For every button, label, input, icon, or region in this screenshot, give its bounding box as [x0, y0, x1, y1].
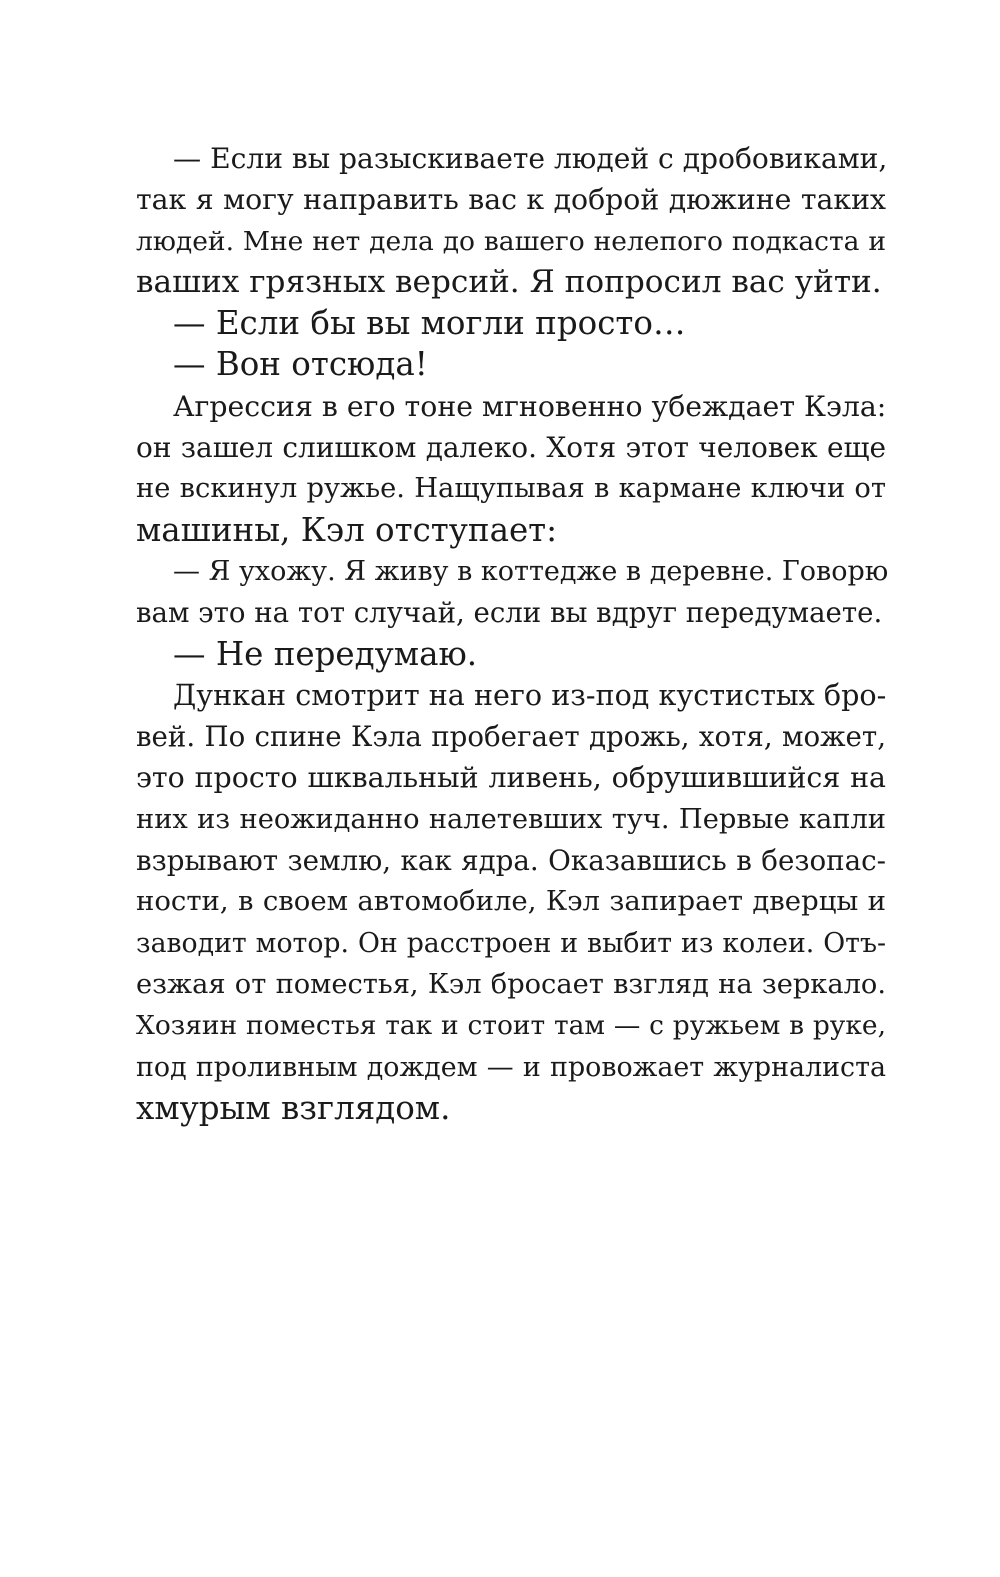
- text-line: людей. Мне нет дела до вашего нелепого подкаста и: [136, 225, 886, 257]
- text-line: — Я ухожу. Я живу в коттедже в деревне. Говорю: [173, 555, 889, 587]
- text-line: он зашел слишком далеко. Хотя этот человек еще: [136, 431, 886, 465]
- text-line: Дункан смотрит на него из-под кустистых бро-: [173, 677, 887, 712]
- text-line: взрывают землю, как ядра. Оказавшись в безопас-: [136, 844, 886, 878]
- text-line: — Не передумаю.: [173, 634, 478, 673]
- text-line: под проливным дождем — и провожает журналиста: [136, 1051, 886, 1083]
- text-line: езжая от поместья, Кэл бросает взгляд на зеркало.: [136, 968, 886, 1000]
- text-line: Хозяин поместья так и стоит там — с ружьем в руке,: [136, 1010, 886, 1042]
- text-line: Агрессия в его тоне мгновенно убеждает Кэла:: [173, 389, 887, 423]
- text-line: машины, Кэл отступает:: [136, 510, 558, 549]
- text-line: — Если бы вы могли просто…: [173, 304, 686, 343]
- text-line: вам это на тот случай, если вы вдруг передумаете.: [136, 596, 883, 630]
- text-line: — Вон отсюда!: [173, 345, 428, 384]
- text-line: ваших грязных версий. Я попросил вас уйти.: [136, 263, 882, 300]
- text-line: хмурым взглядом.: [136, 1088, 451, 1127]
- text-line: заводит мотор. Он расстроен и выбит из колеи. Отъ-: [136, 927, 886, 959]
- text-line: так я могу направить вас к доброй дюжине таких: [136, 183, 886, 217]
- text-line: — Если вы разыскиваете людей с дробовиками,: [173, 142, 888, 175]
- text-line: не вскинул ружье. Нащупывая в кармане ключи от: [136, 473, 886, 505]
- text-line: вей. По спине Кэла пробегает дрожь, хотя, может,: [136, 720, 886, 754]
- body-text: [136, 138, 889, 1129]
- text-line: них из неожиданно налетевших туч. Первые капли: [136, 803, 886, 835]
- text-line: это просто шквальный ливень, обрушившийся на: [136, 761, 886, 795]
- text-line: ности, в своем автомобиле, Кэл запирает дверцы и: [136, 885, 886, 918]
